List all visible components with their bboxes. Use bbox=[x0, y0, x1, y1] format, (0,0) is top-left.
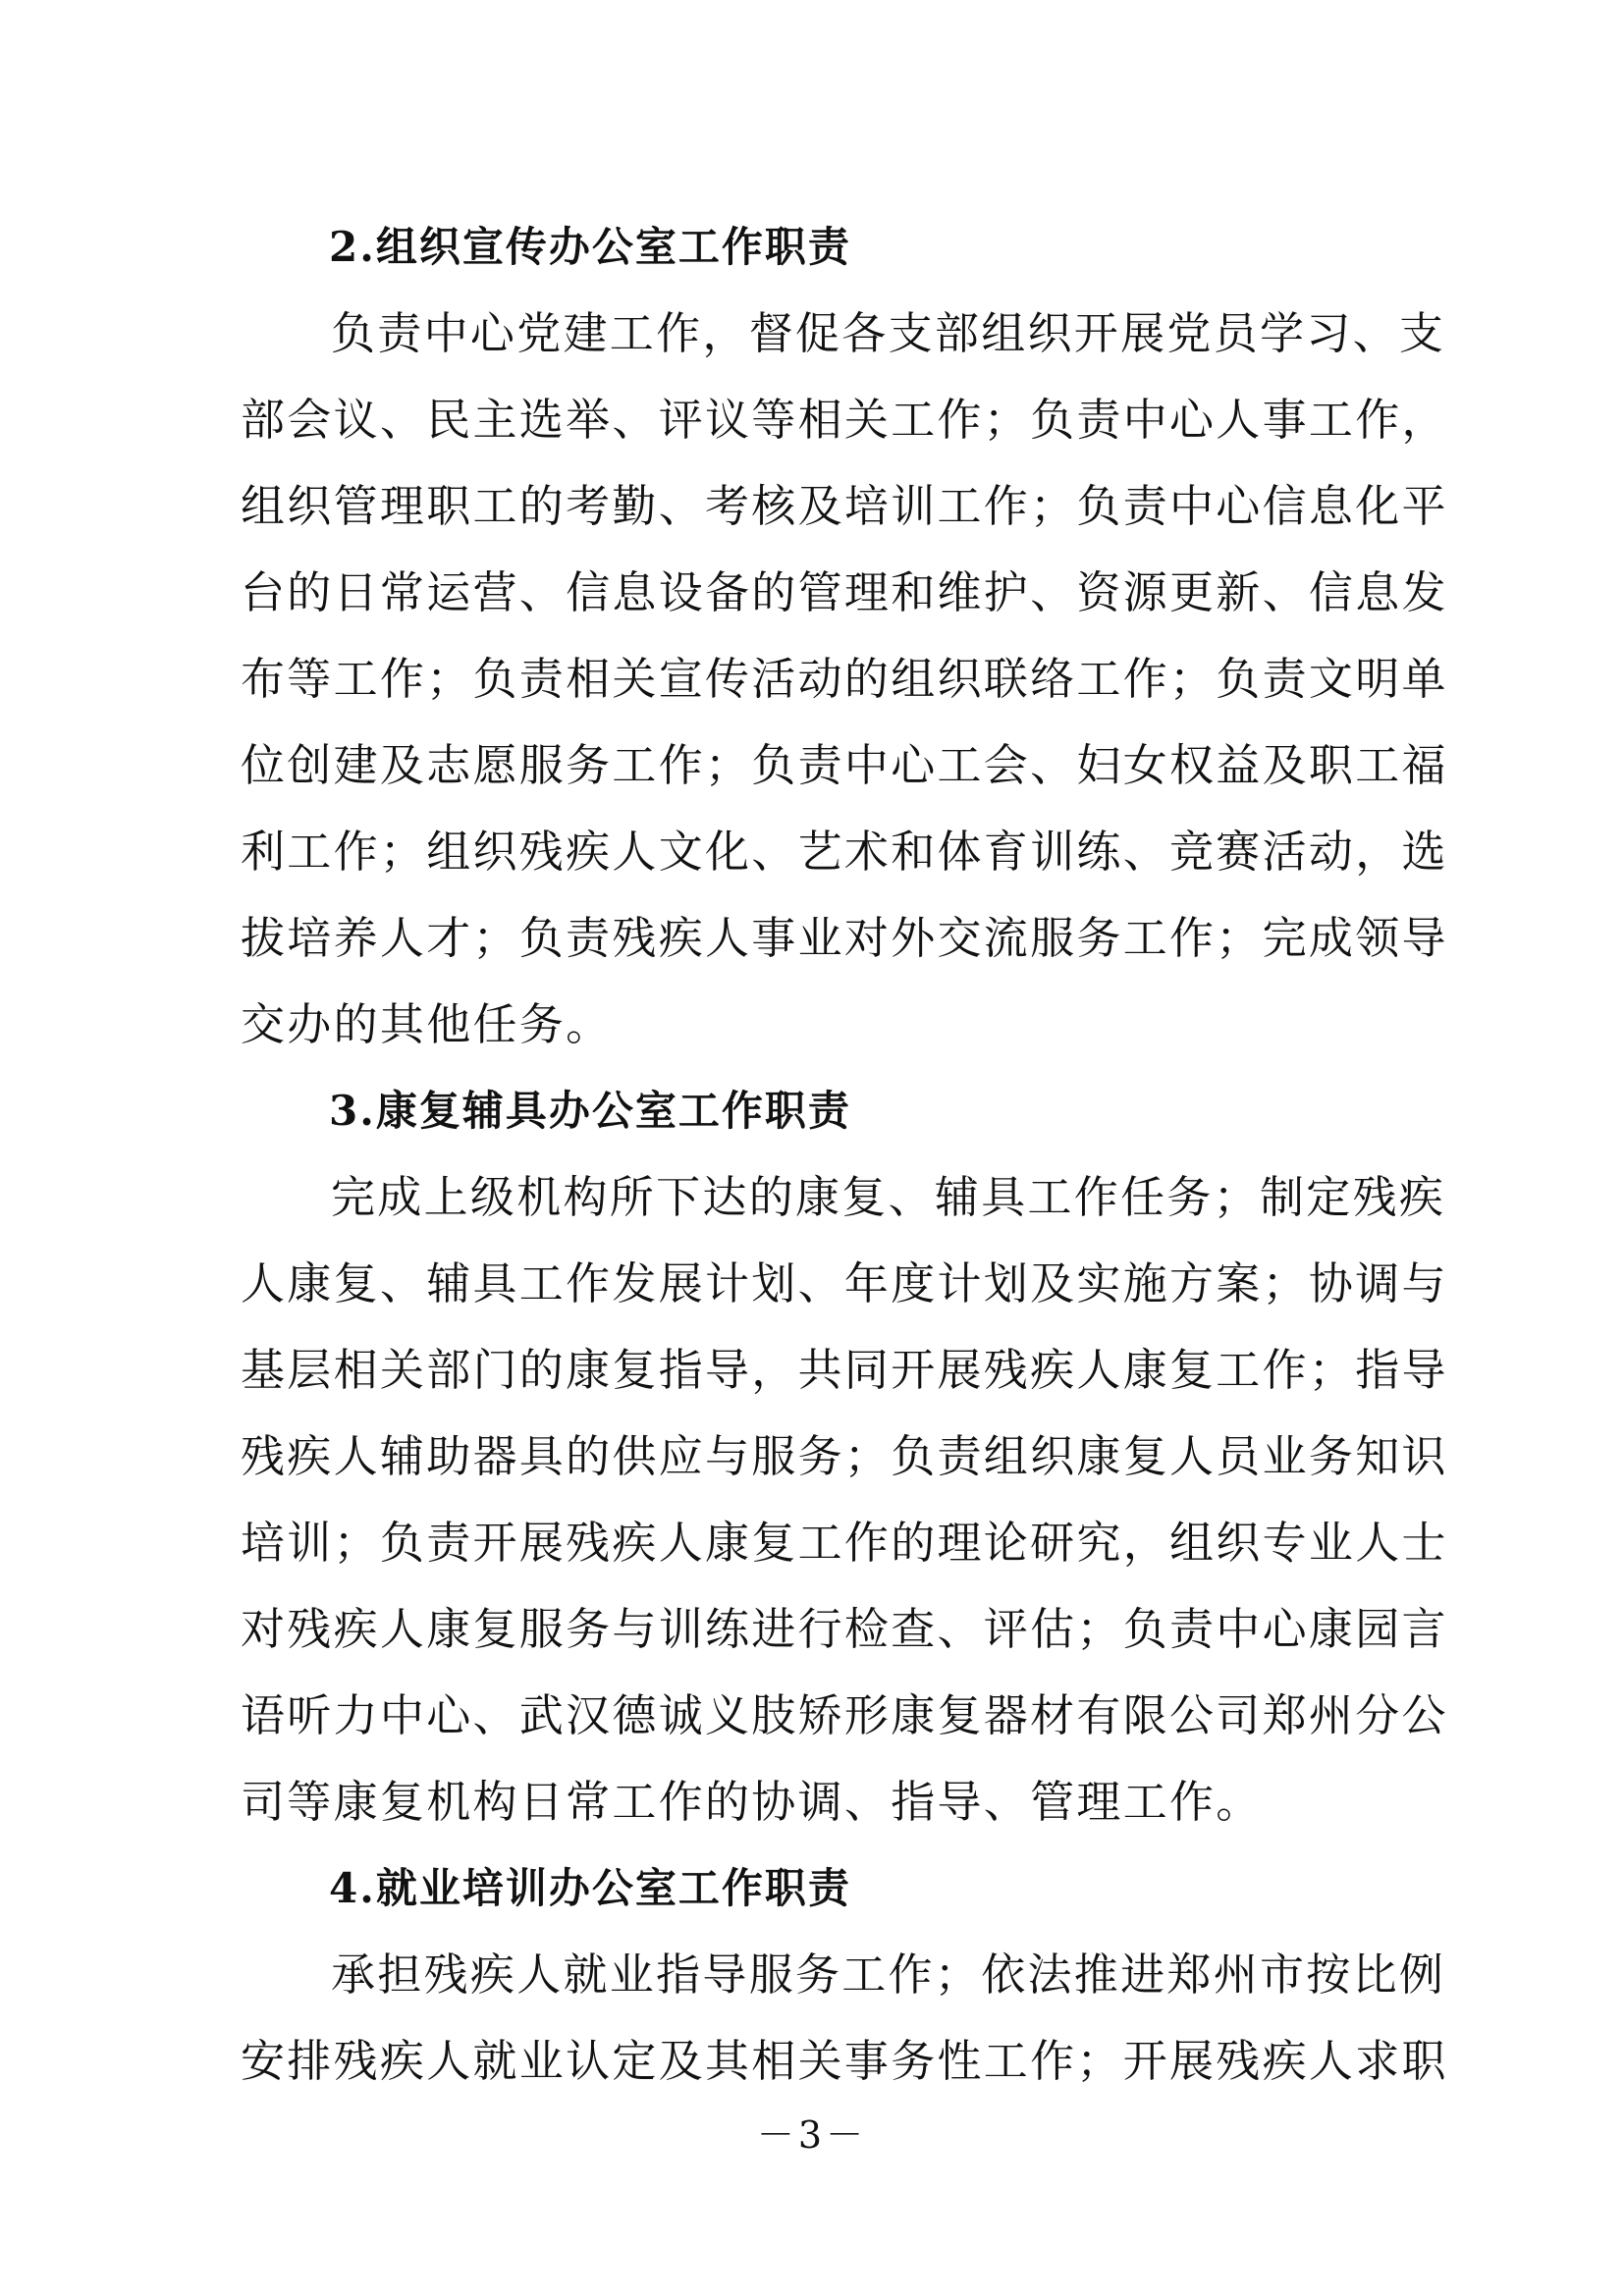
section-paragraph-employment-training bbox=[241, 1932, 1448, 2105]
paragraph-line: 安排残疾人就业认定及其相关事务性工作；开展残疾人求职 bbox=[241, 2035, 1448, 2087]
document-body bbox=[241, 204, 1448, 2105]
section-paragraph-rehabilitation-aids bbox=[241, 1154, 1448, 1845]
paragraph-line: 组织管理职工的考勤、考核及培训工作；负责中心信息化平 bbox=[241, 480, 1448, 532]
paragraph-line: 残疾人辅助器具的供应与服务；负责组织康复人员业务知识 bbox=[241, 1430, 1448, 1482]
paragraph-line: 承担残疾人就业指导服务工作；依法推进郑州市按比例 bbox=[331, 1949, 1446, 2001]
paragraph-line: 布等工作；负责相关宣传活动的组织联络工作；负责文明单 bbox=[241, 653, 1448, 705]
section-heading-rehabilitation-aids: 3.康复辅具办公室工作职责 bbox=[329, 1087, 851, 1135]
paragraph-line: 台的日常运营、信息设备的管理和维护、资源更新、信息发 bbox=[241, 566, 1448, 618]
paragraph-line: 基层相关部门的康复指导，共同开展残疾人康复工作；指导 bbox=[241, 1344, 1448, 1396]
section-heading-organization-publicity: 2.组织宣传办公室工作职责 bbox=[329, 223, 851, 271]
paragraph-line: 司等康复机构日常工作的协调、指导、管理工作。 bbox=[241, 1776, 1263, 1828]
paragraph-line: 位创建及志愿服务工作；负责中心工会、妇女权益及职工福 bbox=[241, 739, 1448, 791]
paragraph-line: 语听力中心、武汉德诚义肢矫形康复器材有限公司郑州分公 bbox=[241, 1689, 1448, 1741]
paragraph-line: 人康复、辅具工作发展计划、年度计划及实施方案；协调与 bbox=[241, 1257, 1448, 1309]
paragraph-line: 对残疾人康复服务与训练进行检查、评估；负责中心康园言 bbox=[241, 1603, 1448, 1655]
paragraph-line: 负责中心党建工作，督促各支部组织开展党员学习、支 bbox=[331, 307, 1446, 359]
page-number: －3－ bbox=[756, 2113, 868, 2157]
paragraph-line: 利工作；组织残疾人文化、艺术和体育训练、竞赛活动，选 bbox=[241, 826, 1448, 878]
paragraph-line: 拔培养人才；负责残疾人事业对外交流服务工作；完成领导 bbox=[241, 912, 1448, 964]
section-paragraph-organization-publicity bbox=[241, 291, 1448, 1068]
section-heading-employment-training: 4.就业培训办公室工作职责 bbox=[329, 1864, 851, 1912]
paragraph-line: 交办的其他任务。 bbox=[241, 998, 613, 1050]
paragraph-line: 完成上级机构所下达的康复、辅具工作任务；制定残疾 bbox=[331, 1171, 1446, 1223]
paragraph-line: 部会议、民主选举、评议等相关工作；负责中心人事工作， bbox=[241, 394, 1448, 446]
paragraph-line: 培训；负责开展残疾人康复工作的理论研究，组织专业人士 bbox=[241, 1517, 1448, 1569]
